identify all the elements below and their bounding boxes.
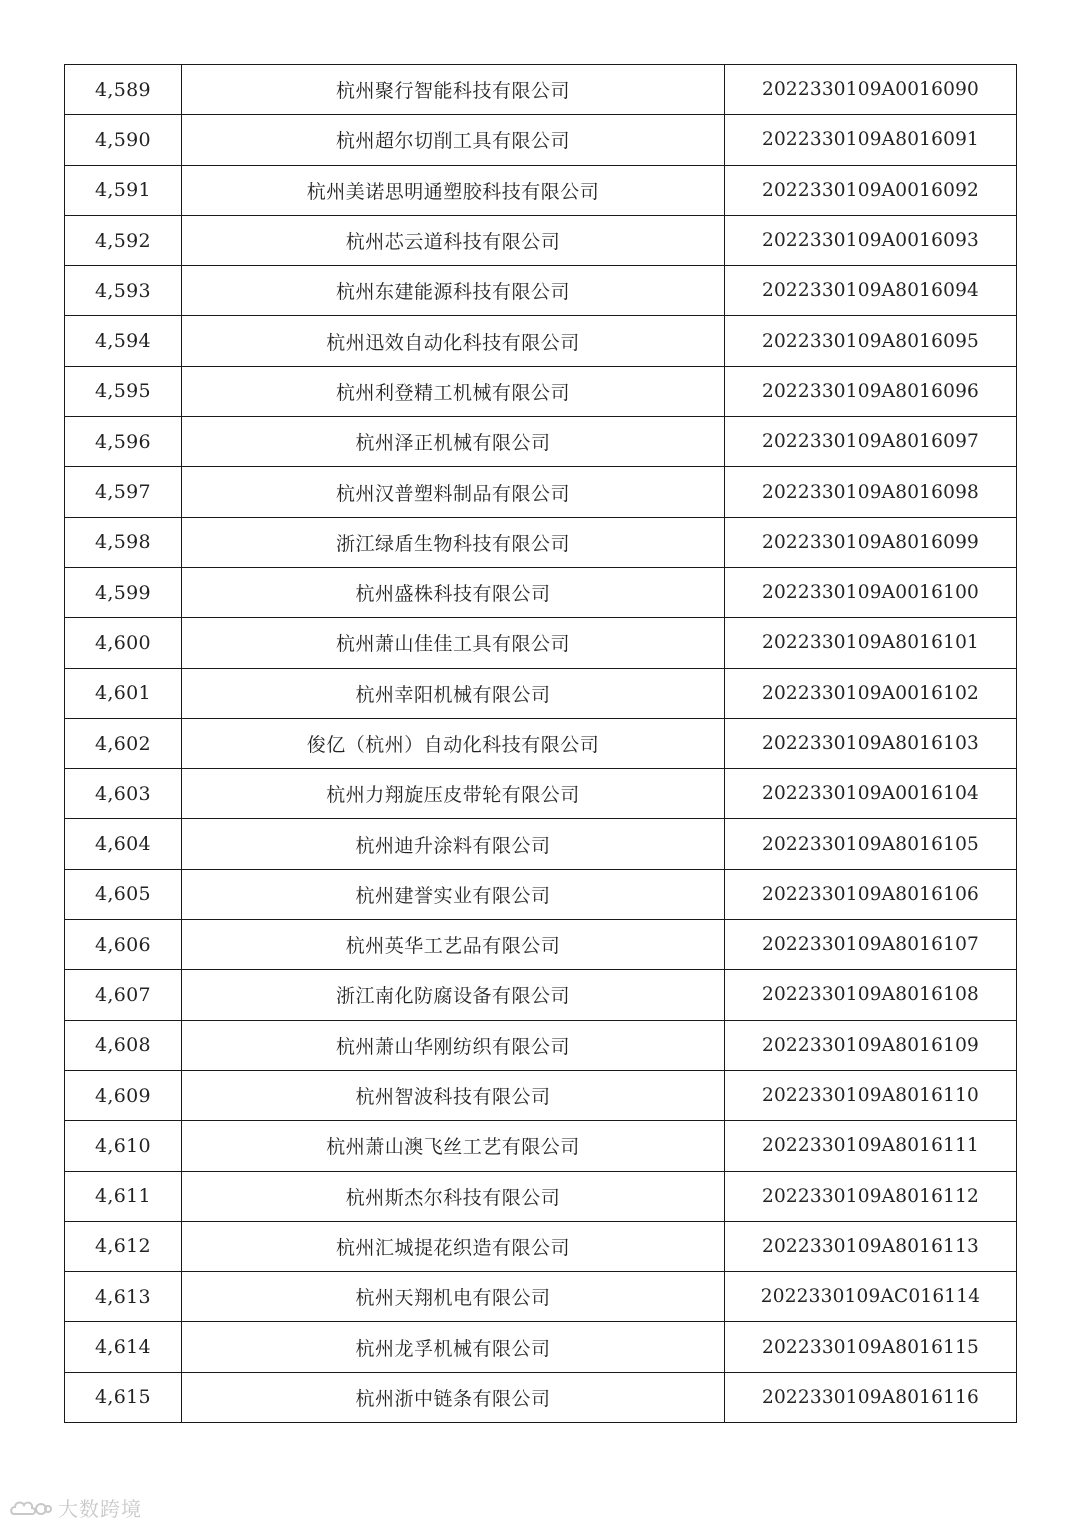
- row-number-cell: 4,591: [65, 165, 182, 215]
- table-row: [65, 668, 1017, 718]
- registration-code-cell: 2022330109A0016104: [725, 769, 1017, 819]
- row-number-cell: 4,597: [65, 467, 182, 517]
- row-number-cell: 4,601: [65, 668, 182, 718]
- table-row: [65, 1121, 1017, 1171]
- table-row: [65, 366, 1017, 416]
- cloud-logo-icon: [8, 1496, 52, 1520]
- registration-code-cell: 2022330109A0016093: [725, 215, 1017, 265]
- company-name-cell: 杭州浙中链条有限公司: [182, 1372, 725, 1422]
- row-number-cell: 4,598: [65, 517, 182, 567]
- company-name-cell: 杭州萧山佳佳工具有限公司: [182, 618, 725, 668]
- table-row: [65, 165, 1017, 215]
- registration-code-cell: 2022330109A8016101: [725, 618, 1017, 668]
- registration-code-cell: 2022330109A8016113: [725, 1221, 1017, 1271]
- row-number-cell: 4,613: [65, 1272, 182, 1322]
- company-name-cell: 杭州超尔切削工具有限公司: [182, 115, 725, 165]
- company-name-cell: 杭州智波科技有限公司: [182, 1070, 725, 1120]
- row-number-cell: 4,599: [65, 567, 182, 617]
- row-number-cell: 4,600: [65, 618, 182, 668]
- watermark: [8, 1493, 142, 1522]
- registration-code-cell: 2022330109AC016114: [725, 1272, 1017, 1322]
- company-name-cell: 杭州幸阳机械有限公司: [182, 668, 725, 718]
- table-row: [65, 819, 1017, 869]
- company-name-cell: 杭州汉普塑料制品有限公司: [182, 467, 725, 517]
- registration-code-cell: 2022330109A8016110: [725, 1070, 1017, 1120]
- table-row: [65, 467, 1017, 517]
- registration-code-cell: 2022330109A8016115: [725, 1322, 1017, 1372]
- registration-code-cell: 2022330109A8016105: [725, 819, 1017, 869]
- registration-code-cell: 2022330109A8016103: [725, 718, 1017, 768]
- company-name-cell: 杭州利登精工机械有限公司: [182, 366, 725, 416]
- company-name-cell: 杭州东建能源科技有限公司: [182, 266, 725, 316]
- company-name-cell: 杭州泽正机械有限公司: [182, 417, 725, 467]
- table-row: [65, 1272, 1017, 1322]
- company-name-cell: 杭州迅效自动化科技有限公司: [182, 316, 725, 366]
- registration-code-cell: 2022330109A8016109: [725, 1020, 1017, 1070]
- row-number-cell: 4,609: [65, 1070, 182, 1120]
- row-number-cell: 4,611: [65, 1171, 182, 1221]
- table-row: [65, 1322, 1017, 1372]
- row-number-cell: 4,589: [65, 65, 182, 115]
- company-name-cell: 俊亿（杭州）自动化科技有限公司: [182, 718, 725, 768]
- company-name-cell: 杭州建誉实业有限公司: [182, 869, 725, 919]
- registration-code-cell: 2022330109A8016094: [725, 266, 1017, 316]
- company-name-cell: 杭州力翔旋压皮带轮有限公司: [182, 769, 725, 819]
- registration-code-cell: 2022330109A0016100: [725, 567, 1017, 617]
- table-row: [65, 1020, 1017, 1070]
- registration-code-cell: 2022330109A8016108: [725, 970, 1017, 1020]
- registration-code-cell: 2022330109A0016090: [725, 65, 1017, 115]
- company-name-cell: 杭州英华工艺品有限公司: [182, 920, 725, 970]
- company-name-cell: 杭州萧山澳飞丝工艺有限公司: [182, 1121, 725, 1171]
- company-name-cell: 杭州芯云道科技有限公司: [182, 215, 725, 265]
- table-row: [65, 970, 1017, 1020]
- table-row: [65, 65, 1017, 115]
- row-number-cell: 4,590: [65, 115, 182, 165]
- table-row: [65, 718, 1017, 768]
- table-row: [65, 1171, 1017, 1221]
- company-list-table: [64, 64, 1017, 1423]
- row-number-cell: 4,595: [65, 366, 182, 416]
- registration-code-cell: 2022330109A8016091: [725, 115, 1017, 165]
- table-row: [65, 417, 1017, 467]
- company-name-cell: 浙江绿盾生物科技有限公司: [182, 517, 725, 567]
- company-name-cell: 杭州盛株科技有限公司: [182, 567, 725, 617]
- company-name-cell: 杭州汇城提花织造有限公司: [182, 1221, 725, 1271]
- company-name-cell: 杭州天翔机电有限公司: [182, 1272, 725, 1322]
- row-number-cell: 4,603: [65, 769, 182, 819]
- table-row: [65, 869, 1017, 919]
- row-number-cell: 4,593: [65, 266, 182, 316]
- company-name-cell: 杭州龙孚机械有限公司: [182, 1322, 725, 1372]
- registration-code-cell: 2022330109A8016095: [725, 316, 1017, 366]
- company-name-cell: 浙江南化防腐设备有限公司: [182, 970, 725, 1020]
- row-number-cell: 4,602: [65, 718, 182, 768]
- table-row: [65, 769, 1017, 819]
- row-number-cell: 4,592: [65, 215, 182, 265]
- registration-code-cell: 2022330109A8016107: [725, 920, 1017, 970]
- company-name-cell: 杭州萧山华刚纺织有限公司: [182, 1020, 725, 1070]
- table-row: [65, 215, 1017, 265]
- row-number-cell: 4,604: [65, 819, 182, 869]
- table-row: [65, 920, 1017, 970]
- row-number-cell: 4,606: [65, 920, 182, 970]
- row-number-cell: 4,612: [65, 1221, 182, 1271]
- row-number-cell: 4,596: [65, 417, 182, 467]
- watermark-text: 大数跨境: [58, 1497, 142, 1521]
- registration-code-cell: 2022330109A8016096: [725, 366, 1017, 416]
- row-number-cell: 4,614: [65, 1322, 182, 1372]
- registration-code-cell: 2022330109A0016092: [725, 165, 1017, 215]
- table-row: [65, 1070, 1017, 1120]
- registration-code-cell: 2022330109A8016098: [725, 467, 1017, 517]
- row-number-cell: 4,594: [65, 316, 182, 366]
- table-row: [65, 115, 1017, 165]
- registration-code-cell: 2022330109A8016116: [725, 1372, 1017, 1422]
- row-number-cell: 4,607: [65, 970, 182, 1020]
- table-row: [65, 618, 1017, 668]
- table-row: [65, 1372, 1017, 1422]
- registration-code-cell: 2022330109A8016097: [725, 417, 1017, 467]
- registration-code-cell: 2022330109A8016106: [725, 869, 1017, 919]
- table-row: [65, 316, 1017, 366]
- registration-code-cell: 2022330109A8016112: [725, 1171, 1017, 1221]
- company-name-cell: 杭州聚行智能科技有限公司: [182, 65, 725, 115]
- row-number-cell: 4,608: [65, 1020, 182, 1070]
- table-row: [65, 266, 1017, 316]
- company-name-cell: 杭州斯杰尔科技有限公司: [182, 1171, 725, 1221]
- row-number-cell: 4,605: [65, 869, 182, 919]
- row-number-cell: 4,610: [65, 1121, 182, 1171]
- row-number-cell: 4,615: [65, 1372, 182, 1422]
- table-row: [65, 517, 1017, 567]
- registration-code-cell: 2022330109A0016102: [725, 668, 1017, 718]
- table-row: [65, 1221, 1017, 1271]
- table-row: [65, 567, 1017, 617]
- table-body: [65, 65, 1017, 1423]
- registration-code-cell: 2022330109A8016099: [725, 517, 1017, 567]
- company-name-cell: 杭州美诺思明通塑胶科技有限公司: [182, 165, 725, 215]
- company-name-cell: 杭州迪升涂料有限公司: [182, 819, 725, 869]
- registration-code-cell: 2022330109A8016111: [725, 1121, 1017, 1171]
